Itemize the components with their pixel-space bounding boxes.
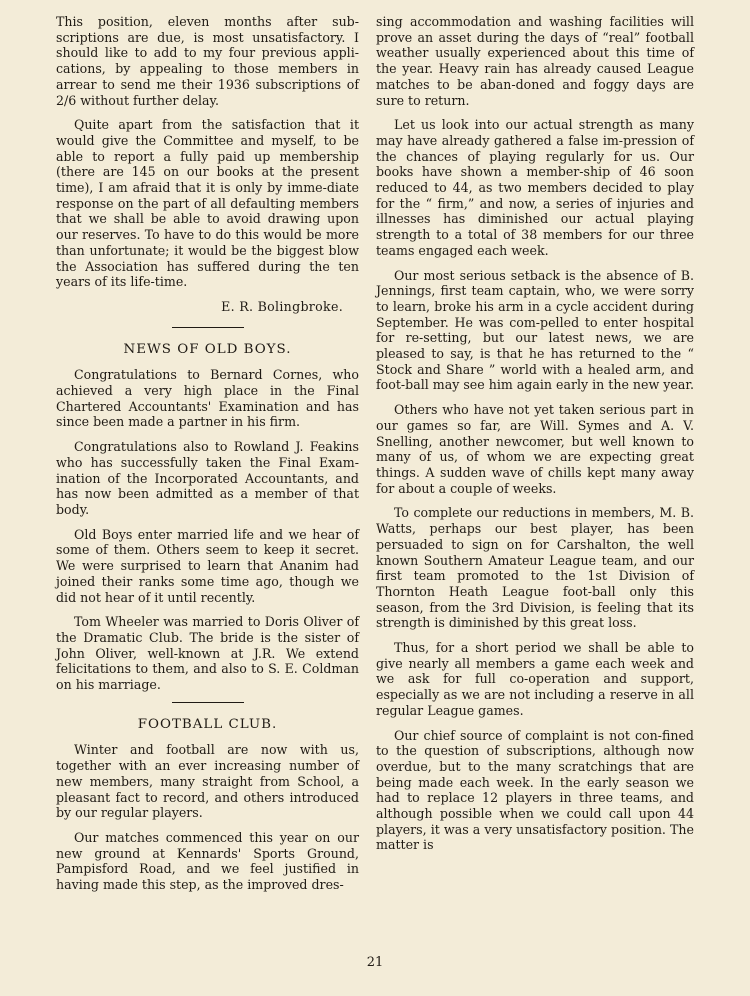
football-paragraph: Thus, for a short period we shall be able to give nearly all members a game each week and we ask for full co-operation and support, especially as we are not including a reserve in all regular League games. <box>376 640 694 718</box>
football-paragraph: Others who have not yet taken serious part in our games so far, are Will. Symes and A. V. Snelling, another newcomer, but well known to many of us, of whom we are expecting great things. A sudden wave of chills kept many away for about a couple of weeks. <box>376 402 694 496</box>
news-paragraph: Congratulations to Bernard Cornes, who achieved a very high place in the Final Chartered Accountants' Examination and has since been made a partner in his firm. <box>56 367 359 430</box>
news-of-old-boys-heading: NEWS OF OLD BOYS. <box>123 341 292 357</box>
football-club-heading: FOOTBALL CLUB. <box>137 716 278 732</box>
football-paragraph: Winter and football are now with us, together with an ever increasing number of new members, many straight from School, a pleasant fact to record, and others introduced by our regular players. <box>56 742 359 821</box>
football-continued-paragraph: sing accommodation and washing facilities will prove an asset during the days of “real” football weather usually experienced about this time of the year. Heavy rain has already caused League matches to be aban-doned and foggy days are sure to return. <box>376 14 694 108</box>
football-paragraph: To complete our reductions in members, M. B. Watts, perhaps our best player, has been persuaded to sign on for Carshalton, the well known Southern Amateur League team, and our first team promoted to the 1st Division of Thornton Heath League foot-ball only this season, from the 3rd Division, is feeling that its strength is diminished by this great loss. <box>376 505 694 631</box>
subscription-paragraph-2: Quite apart from the satisfaction that it would give the Committee and myself, to be able to report a fully paid up membership (there are 145 on our books at the present time), I am afraid that it is only by imme-diate response on the part of all defaulting members that we shall be able to avoid drawing upon our reserves. To have to do this would be more than unfortunate; it would be the biggest blow the Association has suffered during the ten years of its life-time. <box>56 117 359 290</box>
football-paragraph: Our matches commenced this year on our new ground at Kennards' Sports Ground, Pampisford Road, and we feel justified in having made this step, as the improved dres- <box>56 829 359 893</box>
page-number: 21 <box>366 955 384 970</box>
right-column <box>376 14 694 862</box>
football-paragraph: Our chief source of complaint is not con-fined to the question of subscriptions, although now overdue, but to the many scratchings that are being made each week. In the early season we had to replace 12 players in three teams, and although possible when we could call upon 44 players, it was a very unsatisfactory position. The matter is <box>376 727 694 853</box>
football-paragraph: Our most serious setback is the absence of B. Jennings, first team captain, who, we were sorry to learn, broke his arm in a cycle accident during September. He was com-pelled to enter hospital for re-setting, but our latest news, we are pleased to say, is that he has returned to the “ Stock and Share ” world with a healed arm, and foot-ball may see him again early in the new year. <box>376 267 694 393</box>
section-divider <box>172 702 244 703</box>
news-paragraph: Tom Wheeler was married to Doris Oliver of the Dramatic Club. The bride is the sister of John Oliver, well-known at J.R. We extend felicitations to them, and also to S. E. Coldman on his marriage. <box>56 614 359 693</box>
news-paragraph: Congratulations also to Rowland J. Feakins who has successfully taken the Final Exam-ination of the Incorporated Accountants, and has now been admitted as a member of that body. <box>56 439 359 517</box>
signature: E. R. Bolingbroke. <box>221 298 343 314</box>
football-paragraph: Let us look into our actual strength as many may have already gathered a false im-pression of the chances of playing regularly for us. Our books have shown a member-ship of 46 soon reduced to 44, as two members decided to play for the “ firm,” and now, a series of injuries and illnesses has diminished our actual playing strength to a total of 38 members for our three teams engaged each week. <box>376 117 694 258</box>
news-paragraph: Old Boys enter married life and we hear of some of them. Others seem to keep it secret. We were surprised to learn that Ananim had joined their ranks some time ago, though we did not hear of it until recently. <box>56 526 359 605</box>
left-column <box>56 14 359 902</box>
subscription-paragraph-1: This position, eleven months after sub-scriptions are due, is most unsatisfactory. I should like to add to my four previous appli-cations, by appealing to those members in arrear to send me their 1936 subscriptions of 2/6 without further delay. <box>56 14 359 108</box>
section-divider <box>172 327 244 328</box>
